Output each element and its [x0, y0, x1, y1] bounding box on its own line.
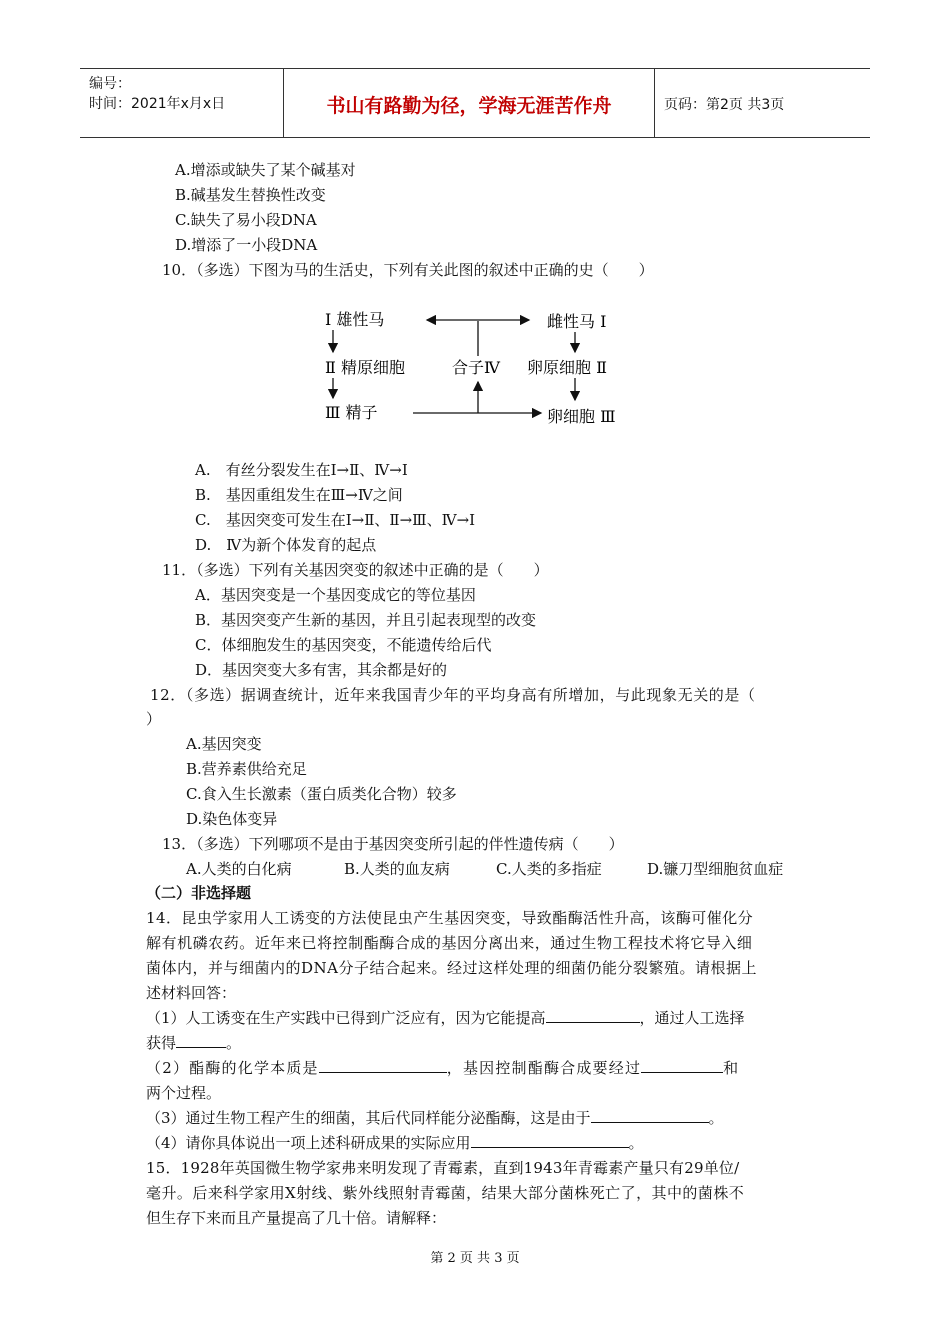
q14-s1-text-c: 获得: [146, 1034, 177, 1052]
q14-blank-2[interactable]: [176, 1033, 226, 1048]
q11-stem: 11．（多选）下列有关基因突变的叙述中正确的是（ ）: [162, 561, 549, 579]
q14-s1-text-b: ，通过人工选择: [639, 1009, 745, 1027]
page-footer: 第 2 页 共 3 页: [430, 1251, 520, 1266]
q10-option-c: C. 基因突变可发生在Ⅰ→Ⅱ、Ⅱ→Ⅲ、Ⅳ→Ⅰ: [195, 511, 476, 529]
sperm-mother-label: Ⅱ 精原细胞: [325, 358, 405, 377]
q14-s2-text-a: （2）酯酶的化学本质是: [146, 1059, 319, 1077]
q11-option-c: C．体细胞发生的基因突变，不能遗传给后代: [195, 636, 492, 654]
q14-blank-1[interactable]: [546, 1008, 640, 1023]
q13-stem: 13．（多选）下列哪项不是由于基因突变所引起的伴性遗传病（ ）: [162, 835, 624, 853]
q14-s4-text-b: 。: [628, 1134, 644, 1152]
q14-para-line-2: 解有机磷农药。近年来已将控制酯酶合成的基因分离出来，通过生物工程技术将它导入细: [146, 934, 753, 952]
q13-option-b: B.人类的血友病: [344, 860, 450, 878]
q10-option-b: B. 基因重组发生在Ⅲ→Ⅳ之间: [195, 486, 403, 504]
header-page-cell: [655, 69, 870, 137]
q14-sub-2-line-2: 两个过程。: [146, 1084, 222, 1102]
q14-sub-4: [146, 1133, 644, 1153]
q14-s2-text-c: 和: [723, 1059, 740, 1077]
q14-s1-text-a: （1）人工诱变在生产实践中已得到广泛应有，因为它能提高: [146, 1009, 546, 1027]
header-info-cell: [80, 69, 284, 137]
date-label: 时间：2021年x月x日: [89, 96, 226, 112]
male-horse-label: Ⅰ 雄性马: [325, 310, 385, 329]
page-label: 页码：第2页 共3页: [664, 97, 785, 113]
q14-blank-5[interactable]: [591, 1108, 709, 1123]
q14-para-line-1: 14．昆虫学家用人工诱变的方法使昆虫产生基因突变，导致酯酶活性升高，该酶可催化分: [146, 909, 754, 927]
motto: 书山有路勤为径，学海无涯苦作舟: [326, 95, 612, 117]
q10-option-a: A. 有丝分裂发生在Ⅰ→Ⅱ、Ⅳ→Ⅰ: [195, 461, 408, 479]
q12-stem: 12．（多选）据调查统计，近年来我国青少年的平均身高有所增加，与此现象无关的是（: [150, 686, 756, 704]
q14-para-line-4: 述材料回答：: [146, 984, 237, 1002]
q14-para-line-3: 菌体内，并与细菌内的DNA分子结合起来。经过这样处理的细菌仍能分裂繁殖。请根据上: [146, 959, 757, 977]
q12-option-a: A.基因突变: [186, 735, 262, 753]
q14-sub-1-line-1: [146, 1008, 745, 1028]
egg-label: 卵细胞 Ⅲ: [547, 407, 616, 426]
q14-blank-4[interactable]: [641, 1058, 723, 1073]
q9-option-a: A.增添或缺失了某个碱基对: [175, 161, 356, 179]
q9-option-b: B.碱基发生替换性改变: [175, 186, 326, 204]
q10-option-d: D. Ⅳ为新个体发育的起点: [195, 536, 377, 554]
sperm-label: Ⅲ 精子: [325, 403, 378, 422]
q9-option-c: C.缺失了易小段DNA: [175, 211, 317, 229]
q12-option-d: D.染色体变异: [186, 810, 278, 828]
q13-option-c: C.人类的多指症: [496, 860, 602, 878]
q13-option-d: D.镰刀型细胞贫血症: [647, 860, 784, 878]
header-motto-cell: [284, 69, 655, 137]
q14-s2-text-b: ，基因控制酯酶合成要经过: [446, 1059, 642, 1077]
number-label: 编号：: [89, 76, 131, 92]
q13-option-a: A.人类的白化病: [186, 860, 292, 878]
q15-line-1: 15．1928年英国微生物学家弗来明发现了青霉素，直到1943年青霉素产量只有29单位/: [146, 1159, 740, 1177]
q14-s3-text-b: 。: [708, 1109, 724, 1127]
q9-option-d: D.增添了一小段DNA: [175, 236, 318, 254]
q14-s4-text-a: （4）请你具体说出一项上述科研成果的实际应用: [146, 1134, 471, 1152]
q11-option-d: D．基因突变大多有害，其余都是好的: [195, 661, 448, 679]
egg-mother-label: 卵原细胞 Ⅱ: [527, 358, 607, 377]
q11-option-b: B．基因突变产生新的基因，并且引起表现型的改变: [195, 611, 537, 629]
q14-sub-2-line-1: [146, 1058, 739, 1078]
q15-line-3: 但生存下来而且产量提高了几十倍。请解释：: [146, 1209, 447, 1227]
horse-life-cycle-diagram: [315, 300, 635, 435]
q11-option-a: A．基因突变是一个基因变成它的等位基因: [195, 586, 476, 604]
q14-sub-1-line-2: [146, 1033, 241, 1053]
female-horse-label: 雌性马 Ⅰ: [547, 312, 607, 331]
q14-blank-3[interactable]: [319, 1058, 447, 1073]
q10-stem: 10．（多选）下图为马的生活史，下列有关此图的叙述中正确的史（ ）: [162, 261, 654, 279]
q12-option-c: C.食入生长激素（蛋白质类化合物）较多: [186, 785, 457, 803]
zygote-label: 合子Ⅳ: [452, 358, 500, 377]
q15-line-2: 毫升。后来科学家用X射线、紫外线照射青霉菌，结果大部分菌株死亡了，其中的菌株不: [146, 1184, 745, 1202]
page-header: [80, 68, 870, 138]
q14-blank-6[interactable]: [471, 1133, 629, 1148]
q14-s1-text-d: 。: [226, 1034, 242, 1052]
q12-option-b: B.营养素供给充足: [186, 760, 307, 778]
section-2-title: （二）非选择题: [146, 884, 252, 902]
q12-stem-cont: ）: [146, 710, 162, 728]
q14-sub-3: [146, 1108, 724, 1128]
q14-s3-text-a: （3）通过生物工程产生的细菌，其后代同样能分泌酯酶，这是由于: [146, 1109, 591, 1127]
